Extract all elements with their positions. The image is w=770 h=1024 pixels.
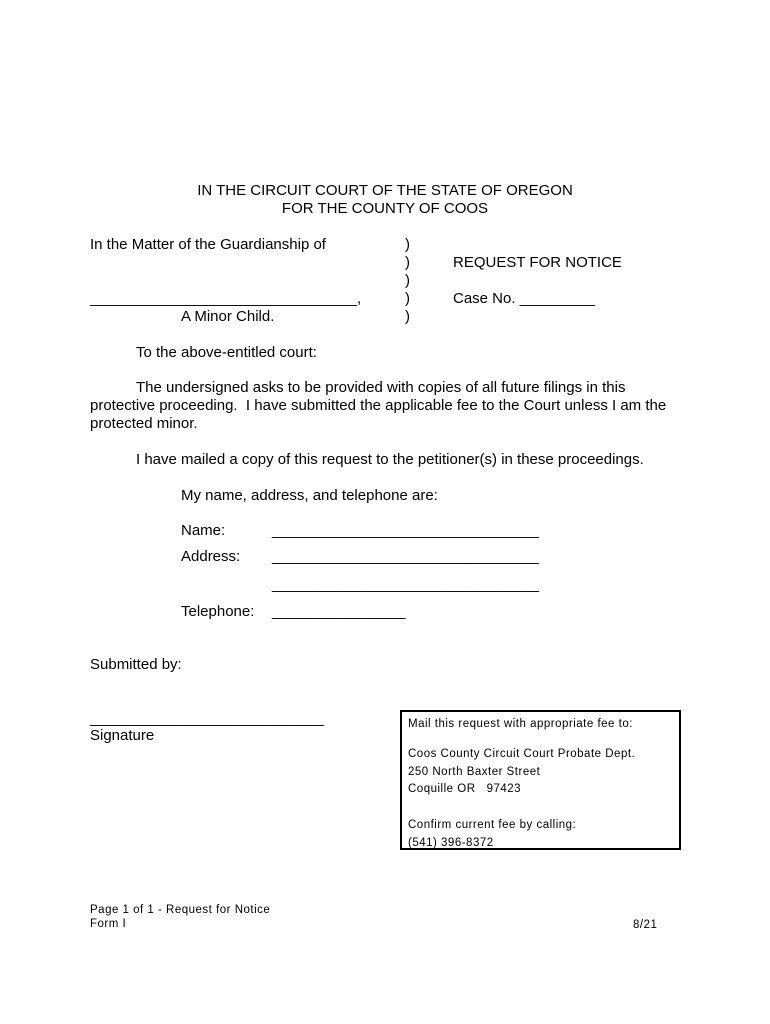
paragraph-2: I have mailed a copy of this request to the petitioner(s) in these proceedings. — [136, 451, 644, 468]
mail-street: 250 North Baxter Street — [408, 766, 541, 778]
caption-paren: ) — [405, 236, 410, 253]
mail-heading: Mail this request with appropriate fee to: — [408, 718, 633, 730]
fee-phone: (541) 396-8372 — [408, 837, 494, 849]
paragraph-1-line2: protective proceeding. I have submitted the applicable fee to the Court unless I am the — [90, 397, 667, 414]
minor-child-label: A Minor Child. — [181, 308, 275, 325]
paragraph-1-line3: protected minor. — [90, 415, 198, 432]
submitted-by-label: Submitted by: — [90, 656, 182, 673]
ward-name-blank[interactable]: ________________________________, — [90, 290, 362, 307]
address-field-line2[interactable]: ________________________________ — [272, 576, 539, 593]
address-field-line1[interactable]: ________________________________ — [272, 548, 539, 565]
signature-label: Signature — [90, 727, 155, 744]
mail-city: Coquille OR 97423 — [408, 783, 522, 795]
mailing-instructions-box — [400, 710, 681, 850]
footer-form-label: Form I — [90, 918, 127, 930]
signature-line[interactable]: ____________________________ — [90, 710, 324, 727]
fee-confirm-text: Confirm current fee by calling: — [408, 819, 577, 831]
paragraph-1-line1: The undersigned asks to be provided with copies of all future filings in this — [136, 379, 626, 396]
address-label: Address: — [181, 548, 241, 565]
caption-paren: ) — [405, 290, 410, 307]
salutation: To the above-entitled court: — [136, 344, 317, 361]
name-field[interactable]: ________________________________ — [272, 522, 539, 539]
caption-paren: ) — [405, 272, 410, 289]
caption-paren: ) — [405, 308, 410, 325]
caption-paren: ) — [405, 254, 410, 271]
footer-date: 8/21 — [633, 919, 658, 931]
case-number-field[interactable]: Case No. _________ — [453, 290, 595, 307]
telephone-field[interactable]: ________________ — [272, 603, 406, 620]
footer-page-label: Page 1 of 1 - Request for Notice — [90, 904, 271, 916]
document-title: REQUEST FOR NOTICE — [453, 254, 622, 271]
mail-organization: Coos County Circuit Court Probate Dept. — [408, 748, 636, 760]
court-title-line2: FOR THE COUNTY OF COOS — [281, 200, 489, 217]
telephone-label: Telephone: — [181, 603, 255, 620]
name-label: Name: — [181, 522, 226, 539]
contact-intro: My name, address, and telephone are: — [181, 487, 438, 504]
court-title-line1: IN THE CIRCUIT COURT OF THE STATE OF OREGON — [197, 182, 573, 199]
matter-text: In the Matter of the Guardianship of — [90, 236, 326, 253]
